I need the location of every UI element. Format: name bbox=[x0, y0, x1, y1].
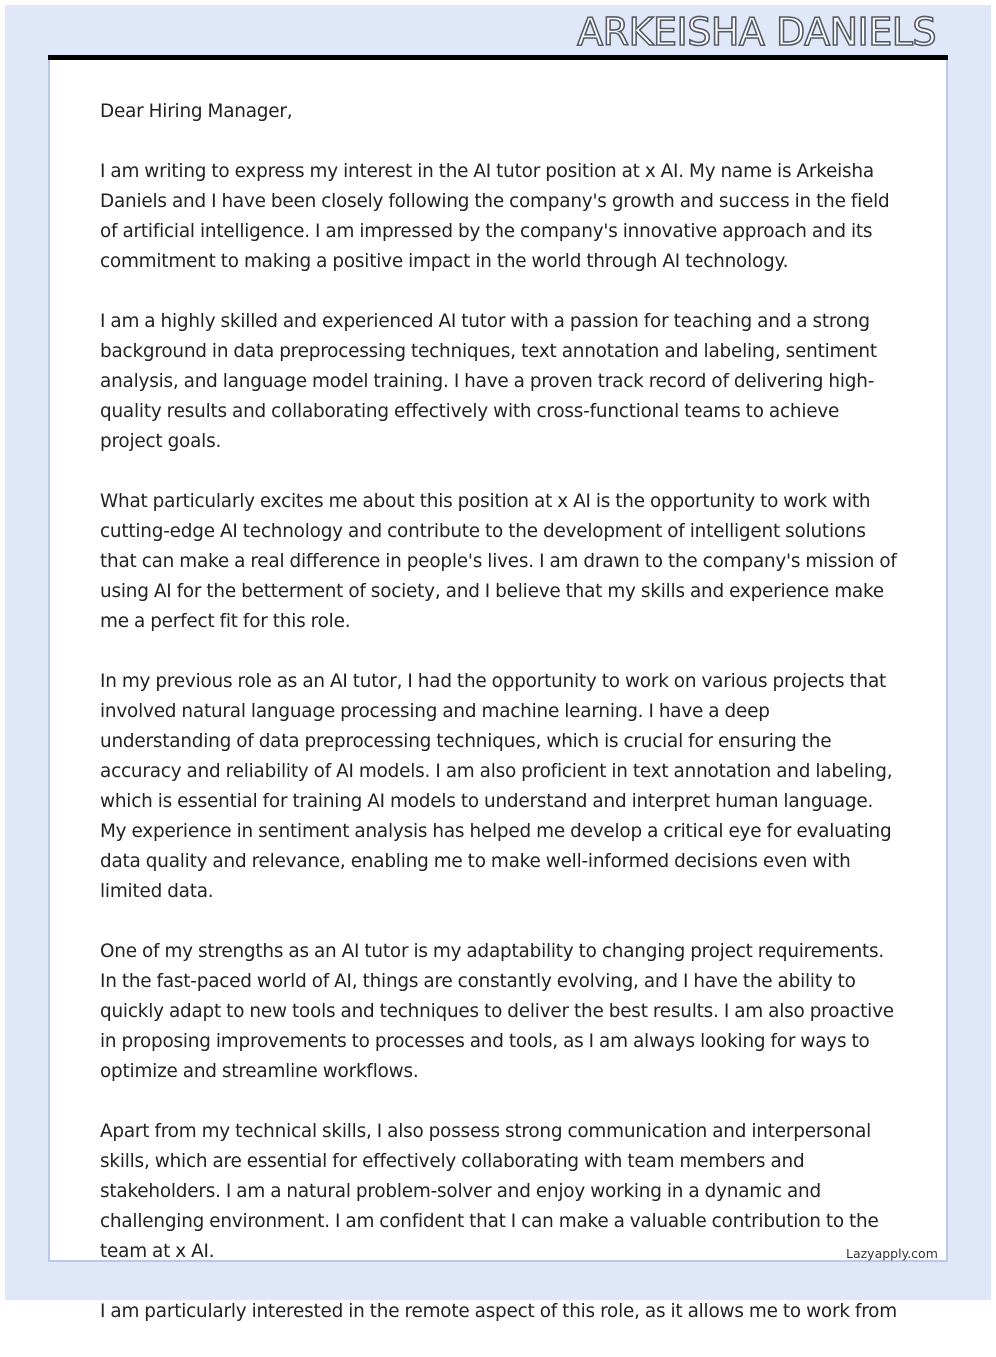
paragraph-intro: I am writing to express my interest in the AI tutor position at x AI. My name is Arkeisha Daniels and I have been closely following the company's growth and success in the field of artificial intelligence. I am impressed by the company's innovative approach and its commitment to making a positive impact in the world through AI technology. bbox=[100, 161, 890, 272]
paragraph-adaptability: One of my strengths as an AI tutor is my adaptability to changing project requirements. In the fast-paced world of AI, things are constantly evolving, and I have the ability to quickly adapt to new tools and techniques to deliver the best results. I am also proactive in proposing improvements to processes and tools, as I am always looking for ways to optimize and streamline workflows. bbox=[100, 941, 894, 1082]
letter-body bbox=[100, 97, 900, 1357]
paragraph-experience: In my previous role as an AI tutor, I had the opportunity to work on various projects that involved natural language processing and machine learning. I have a deep understanding of data preprocessing techniques, which is crucial for ensuring the accuracy and reliability of AI models. I am also proficient in text annotation and labeling, which is essential for training AI models to understand and interpret human language. My experience in sentiment analysis has helped me develop a critical eye for evaluating data quality and relevance, enabling me to make well-informed decisions even with limited data. bbox=[100, 671, 893, 902]
salutation: Dear Hiring Manager, bbox=[100, 101, 293, 122]
paragraph-skills: I am a highly skilled and experienced AI tutor with a passion for teaching and a strong background in data preprocessing techniques, text annotation and labeling, sentiment analysis, and language model training. I have a proven track record of delivering high-quality results and collaborating effectively with cross-functional teams to achieve project goals. bbox=[100, 311, 877, 452]
paragraph-motivation: What particularly excites me about this position at x AI is the opportunity to work with cutting-edge AI technology and contribute to the development of intelligent solutions that can make a real difference in people's lives. I am drawn to the company's mission of using AI for the betterment of society, and I believe that my skills and experience make me a perfect fit for this role. bbox=[100, 491, 897, 632]
paragraph-remote: I am particularly interested in the remote aspect of this role, as it allows me to work from bbox=[100, 1301, 897, 1322]
candidate-name: ARKEISHA DANIELS bbox=[577, 10, 936, 54]
watermark-link[interactable]: Lazyapply.com bbox=[846, 1246, 938, 1261]
paragraph-soft-skills: Apart from my technical skills, I also possess strong communication and interpersonal skills, which are essential for effectively collaborating with team members and stakeholders. I am a natural problem-solver and enjoy working in a dynamic and challenging environment. I am confident that I can make a valuable contribution to the team at x AI. bbox=[100, 1121, 879, 1262]
